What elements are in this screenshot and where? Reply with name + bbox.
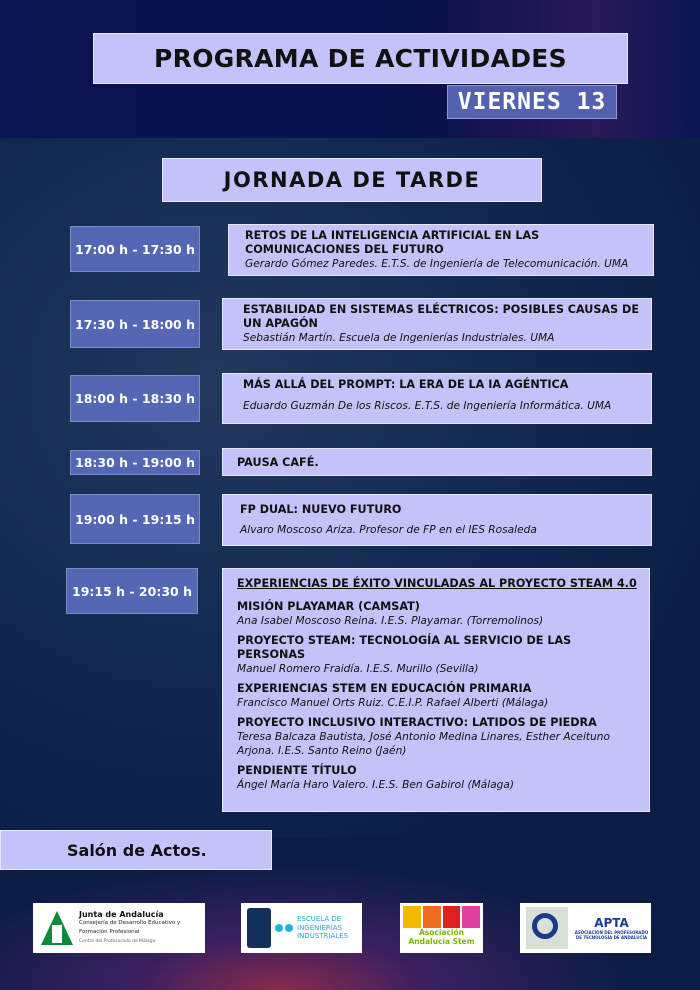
break-title: PAUSA CAFÉ.	[237, 456, 319, 469]
gear-icon	[526, 907, 568, 949]
talk-speaker: Sebastián Martín. Escuela de Ingenierías Industriales. UMA	[243, 332, 555, 344]
time-slot: 18:30 h - 19:00 h	[70, 450, 200, 475]
talk-box	[222, 373, 652, 424]
junta-a-icon	[39, 909, 75, 947]
talk-speaker: Teresa Balcaza Bautista, José Antonio Medina Linares, Esther Aceituno Arjona. I.E.S. Santo Reino (Jaén)	[237, 731, 610, 757]
talk-title: RETOS DE LA INTELIGENCIA ARTIFICIAL EN LAS COMUNICACIONES DEL FUTURO	[245, 229, 540, 256]
talk-speaker: Alvaro Moscoso Ariza. Profesor de FP en el IES Rosaleda	[240, 524, 537, 536]
talk-box	[222, 494, 652, 546]
logo-text: INDUSTRIALES	[297, 932, 349, 941]
break-box	[222, 448, 652, 476]
escuela-e-icon	[247, 908, 271, 948]
apta-logo	[520, 903, 651, 953]
talk-box	[228, 224, 654, 276]
andalucia-stem-logo	[400, 903, 483, 953]
talk-title: ESTABILIDAD EN SISTEMAS ELÉCTRICOS: POSIBLES CAUSAS DE UN APAGÓN	[243, 303, 639, 330]
talk-speaker: Ana Isabel Moscoso Reina. I.E.S. Playamar. (Torremolinos)	[237, 615, 544, 627]
time-slot: 17:30 h - 18:00 h	[70, 300, 200, 348]
stem-icons	[403, 906, 480, 928]
talk-box	[222, 568, 650, 812]
escuela-ingenierias-logo	[241, 903, 362, 953]
talk-title: MÁS ALLÁ DEL PROMPT: LA ERA DE LA IA AGÉNTICA	[243, 378, 569, 391]
time-slot: 18:00 h - 18:30 h	[70, 375, 200, 422]
junta-andalucia-logo	[33, 903, 205, 953]
talk-box	[222, 298, 652, 350]
logo-text: Formación Profesional	[79, 929, 140, 935]
talk-title: PROYECTO STEAM: TECNOLOGÍA AL SERVICIO DE LAS PERSONAS	[237, 634, 572, 661]
block-title: EXPERIENCIAS DE ÉXITO VINCULADAS AL PROYECTO STEAM 4.0	[237, 577, 637, 590]
talk-speaker: Gerardo Gómez Paredes. E.T.S. de Ingeniería de Telecomunicación. UMA	[245, 258, 629, 270]
dot-icon	[285, 924, 293, 932]
logo-text: INGENIERÍAS	[297, 923, 343, 932]
logo-text: Asociación	[418, 928, 464, 937]
talk-speaker: Eduardo Guzmán De los Riscos. E.T.S. de Ingeniería Informática. UMA	[243, 400, 612, 412]
venue-label: Salón de Actos.	[0, 830, 272, 870]
talk-speaker: Manuel Romero Fraidía. I.E.S. Murillo (Sevilla)	[237, 663, 479, 675]
time-slot: 17:00 h - 17:30 h	[70, 226, 200, 272]
logo-text: Consejería de Desarrollo Educativo y	[79, 920, 181, 926]
day-badge: VIERNES 13	[447, 85, 617, 119]
session-title: JORNADA DE TARDE	[162, 158, 542, 202]
logo-text: DE TECNOLOGÍA DE ANDALUCÍA	[575, 935, 648, 940]
logo-text: Centro del Profesorado de Málaga	[79, 939, 156, 944]
talk-title: MISIÓN PLAYAMAR (CAMSAT)	[237, 600, 420, 613]
logo-text: ASOCIACIÓN DEL PROFESORADO	[574, 930, 649, 935]
talk-title: PROYECTO INCLUSIVO INTERACTIVO: LATIDOS DE PIEDRA	[237, 716, 597, 729]
logo-text: Andalucía Stem	[408, 937, 475, 946]
talk-title: PENDIENTE TÍTULO	[237, 764, 357, 777]
logo-text: ESCUELA DE	[297, 915, 342, 924]
time-slot: 19:15 h - 20:30 h	[66, 568, 198, 614]
dot-icon	[275, 924, 283, 932]
talk-title: EXPERIENCIAS STEM EN EDUCACIÓN PRIMARIA	[237, 682, 532, 695]
logo-text: Junta de Andalucía	[79, 910, 164, 919]
talk-speaker: Francisco Manuel Orts Ruiz. C.E.I.P. Rafael Alberti (Málaga)	[237, 697, 549, 709]
time-slot: 19:00 h - 19:15 h	[70, 494, 200, 544]
talk-speaker: Ángel María Haro Valero. I.E.S. Ben Gabirol (Málaga)	[237, 779, 515, 791]
page-title: PROGRAMA DE ACTIVIDADES	[93, 33, 628, 84]
logo-text: APTA	[594, 916, 629, 930]
talk-title: FP DUAL: NUEVO FUTURO	[240, 503, 402, 516]
